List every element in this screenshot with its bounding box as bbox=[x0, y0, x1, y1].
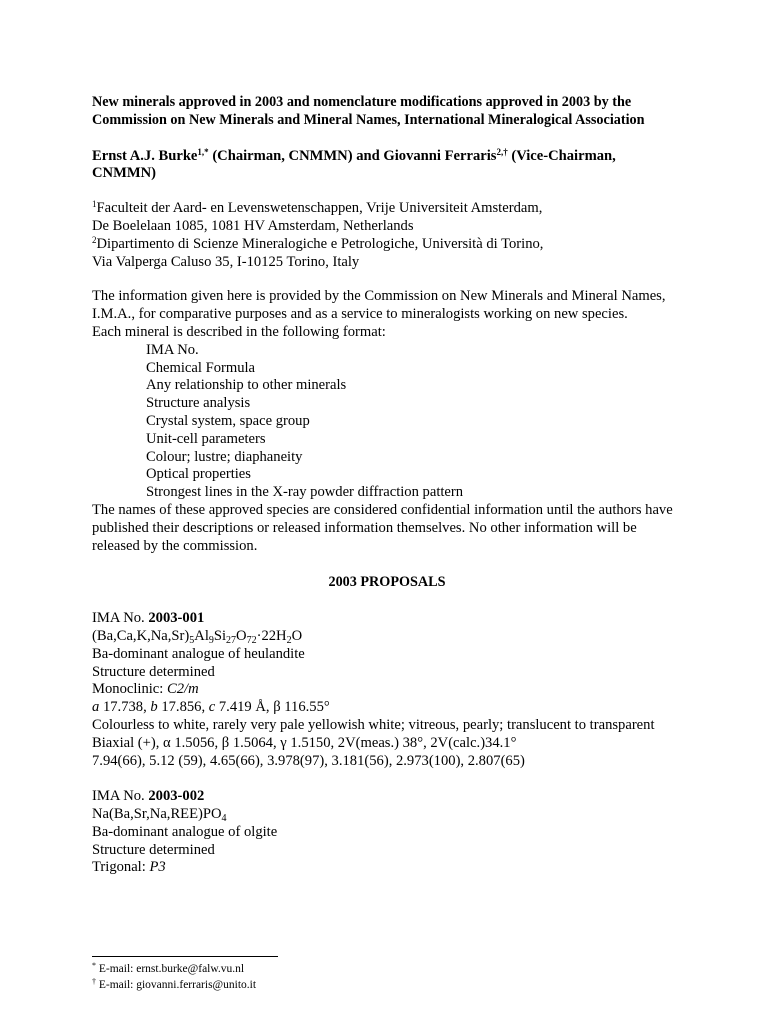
formula-part: O bbox=[236, 627, 247, 644]
format-item: Colour; lustre; diaphaneity bbox=[146, 448, 303, 465]
format-item: Chemical Formula bbox=[146, 359, 256, 376]
space-group: P3 bbox=[149, 859, 166, 876]
footnote-2 bbox=[92, 978, 682, 994]
formula-subscript: 2 bbox=[286, 634, 292, 646]
format-item: IMA No. bbox=[146, 341, 199, 358]
format-item: Optical properties bbox=[146, 466, 251, 483]
formula-subscript: 72 bbox=[246, 634, 257, 646]
formula-part: O bbox=[291, 627, 303, 644]
format-lead: Each mineral is described in the following format: bbox=[92, 323, 386, 340]
format-item: Crystal system, space group bbox=[146, 412, 310, 429]
formula-part: (Ba,Ca,K,Na,Sr) bbox=[92, 627, 190, 644]
confidentiality-note: The names of these approved species are considered confidential information until the authors have published their descriptions or released information themselves. No other information will be released by the commission. bbox=[92, 501, 673, 554]
formula-subscript: 5 bbox=[189, 634, 195, 646]
footnote-2-email[interactable]: E-mail: giovanni.ferraris@unito.it bbox=[96, 978, 257, 991]
ima-label: IMA No. bbox=[92, 788, 149, 805]
ima-number-line bbox=[92, 788, 682, 806]
format-item: Any relationship to other minerals bbox=[146, 377, 347, 394]
footnote-1-mark: * bbox=[92, 961, 96, 970]
ima-label: IMA No. bbox=[92, 610, 149, 627]
ima-number-line bbox=[92, 610, 682, 628]
affiliation-1-line-2: De Boelelaan 1085, 1081 HV Amsterdam, Netherlands bbox=[92, 217, 414, 234]
affiliation-1-line-1 bbox=[92, 200, 682, 218]
footnote-1 bbox=[92, 962, 682, 978]
author-1-affiliation-mark: 1,* bbox=[197, 146, 209, 157]
affiliation-2-line-2: Via Valperga Caluso 35, I-10125 Torino, Italy bbox=[92, 253, 360, 270]
affiliation-2-line-1 bbox=[92, 236, 682, 254]
author-2-name: Giovanni Ferraris bbox=[383, 147, 497, 164]
crystal-system-label: Trigonal: bbox=[92, 859, 150, 876]
author-1-name: Ernst A.J. Burke bbox=[92, 147, 198, 164]
affiliation-2-text: Dipartimento di Scienze Mineralogiche e Petrologiche, Università di Torino, bbox=[96, 235, 544, 252]
footnote-2-mark: † bbox=[92, 976, 96, 986]
cell-b-value: 17.856, bbox=[157, 699, 209, 716]
space-group: C2/m bbox=[167, 681, 199, 698]
author-1-role: (Chairman, CNMMN) and bbox=[208, 147, 384, 164]
affiliation-1-text: Faculteit der Aard- en Levenswetenschappen, Vrije Universiteit Amsterdam, bbox=[96, 200, 543, 217]
structure-analysis: Structure determined bbox=[92, 841, 215, 858]
footnotes bbox=[92, 956, 682, 993]
xray-lines: 7.94(66), 5.12 (59), 4.65(66), 3.978(97), 3.181(56), 2.973(100), 2.807(65) bbox=[92, 752, 525, 769]
formula-part: Si bbox=[213, 627, 227, 644]
formula-subscript: 4 bbox=[221, 813, 227, 825]
author-2-affiliation-mark: 2,† bbox=[496, 146, 508, 157]
chemical-formula bbox=[92, 628, 682, 646]
paper-title: New minerals approved in 2003 and nomenclature modifications approved in 2003 by the Commission on New Minerals and Mineral Names, International Mineralogical Association bbox=[92, 94, 645, 128]
section-heading: 2003 PROPOSALS bbox=[328, 574, 446, 591]
author-line bbox=[92, 148, 682, 184]
crystal-system bbox=[92, 681, 682, 699]
formula-part: ·22H bbox=[256, 627, 287, 644]
document-body bbox=[92, 94, 682, 877]
affiliation-2-mark: 2 bbox=[92, 234, 97, 245]
formula-subscript: 9 bbox=[208, 634, 214, 646]
author-2-role: (Vice-Chairman, CNMMN) bbox=[92, 147, 616, 182]
crystal-system-label: Monoclinic: bbox=[92, 681, 167, 698]
format-item: Structure analysis bbox=[146, 395, 251, 412]
formula-part: Na(Ba,Sr,Na,REE)PO bbox=[92, 806, 222, 823]
affiliation-1-mark: 1 bbox=[92, 199, 97, 210]
relationship: Ba-dominant analogue of heulandite bbox=[92, 645, 305, 662]
crystal-system bbox=[92, 859, 682, 877]
cell-a-value: 17.738, bbox=[99, 699, 151, 716]
mineral-entry-2003-001 bbox=[92, 610, 682, 770]
format-item: Strongest lines in the X-ray powder diffraction pattern bbox=[146, 484, 464, 501]
ima-number: 2003-001 bbox=[148, 610, 205, 627]
mineral-entry-2003-002 bbox=[92, 788, 682, 877]
formula-subscript: 27 bbox=[226, 634, 237, 646]
structure-analysis: Structure determined bbox=[92, 663, 215, 680]
intro-section bbox=[92, 288, 682, 555]
ima-number: 2003-002 bbox=[148, 788, 205, 805]
colour-lustre-diaphaneity: Colourless to white, rarely very pale yellowish white; vitreous, pearly; translucent to transparent bbox=[92, 716, 655, 733]
chemical-formula bbox=[92, 806, 682, 824]
cell-a-symbol: a bbox=[92, 699, 100, 716]
unit-cell-parameters bbox=[92, 699, 682, 717]
intro-paragraph: The information given here is provided by the Commission on New Minerals and Mineral Names, I.M.A., for comparative purposes and as a service to mineralogists working on new species. bbox=[92, 288, 666, 323]
relationship: Ba-dominant analogue of olgite bbox=[92, 823, 278, 840]
format-item: Unit-cell parameters bbox=[146, 430, 266, 447]
cell-b-symbol: b bbox=[150, 699, 158, 716]
optical-properties: Biaxial (+), α 1.5056, β 1.5064, γ 1.5150, 2V(meas.) 38°, 2V(calc.)34.1° bbox=[92, 734, 517, 751]
cell-c-symbol: c bbox=[208, 699, 216, 716]
footnote-1-email[interactable]: E-mail: ernst.burke@falw.vu.nl bbox=[96, 963, 245, 975]
formula-part: Al bbox=[194, 627, 209, 644]
affiliations bbox=[92, 200, 682, 271]
footnote-divider bbox=[92, 956, 278, 957]
cell-c-value: 7.419 Å, β 116.55° bbox=[215, 699, 330, 716]
